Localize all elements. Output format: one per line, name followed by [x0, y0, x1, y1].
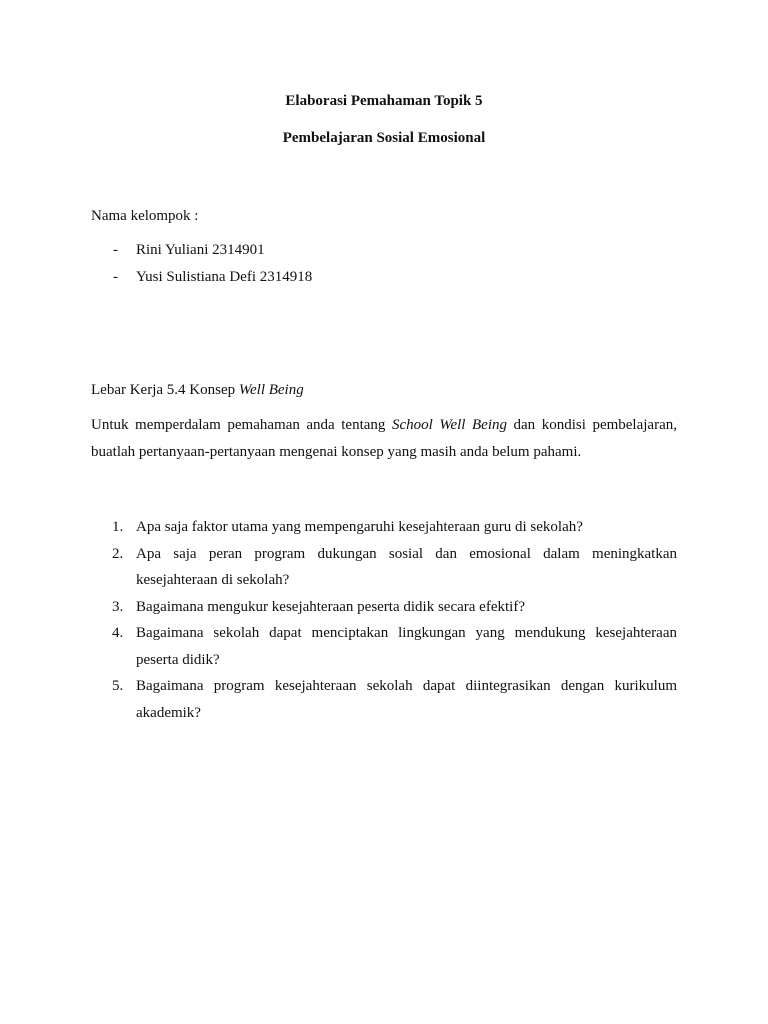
question-item	[91, 673, 677, 726]
list-item	[91, 267, 677, 294]
question-list	[91, 514, 677, 726]
intro-italic: School Well Being	[391, 417, 507, 433]
question-item	[91, 594, 677, 621]
document-subtitle: Pembelajaran Sosial Emosional	[282, 130, 486, 146]
question-text: Apa saja faktor utama yang mempengaruhi kesejahteraan guru di sekolah?	[136, 519, 583, 535]
member-name: Rini Yuliani 2314901	[136, 242, 265, 258]
document-title: Elaborasi Pemahaman Topik 5	[285, 93, 483, 109]
worksheet-label: Lebar Kerja 5.4 Konsep	[91, 382, 239, 398]
question-text: Bagaimana program kesejahteraan sekolah dapat diintegrasikan dengan kurikulum akademik?	[136, 678, 677, 721]
member-name: Yusi Sulistiana Defi 2314918	[136, 269, 313, 285]
intro-text-rest: dan kondisi pembelajaran, buatlah pertanyaan-pertanyaan mengenai konsep yang masih anda belum pahami.	[91, 417, 677, 460]
question-text: Apa saja peran program dukungan sosial dan emosional dalam meningkatkan kesejahteraan di sekolah?	[136, 545, 677, 588]
question-number: 1.	[112, 519, 124, 535]
question-item	[91, 514, 677, 541]
bullet-dash: -	[113, 242, 118, 258]
list-item	[91, 240, 677, 267]
question-number: 5.	[112, 678, 124, 694]
intro-text: Untuk memperdalam pemahaman anda tentang	[91, 417, 392, 433]
question-text: Bagaimana mengukur kesejahteraan peserta didik secara efektif?	[136, 598, 525, 615]
worksheet-heading	[91, 377, 677, 404]
question-number: 2.	[112, 545, 124, 562]
question-number: 3.	[112, 598, 124, 615]
question-number: 4.	[112, 625, 124, 641]
bullet-dash: -	[113, 269, 118, 285]
question-item	[91, 620, 677, 673]
member-list	[91, 240, 677, 294]
group-label: Nama kelompok :	[91, 208, 199, 224]
intro-paragraph	[91, 412, 677, 466]
question-text: Bagaimana sekolah dapat menciptakan lingkungan yang mendukung kesejahteraan peserta didik?	[136, 625, 677, 668]
question-item	[91, 541, 677, 594]
worksheet-label-italic: Well Being	[238, 382, 304, 398]
